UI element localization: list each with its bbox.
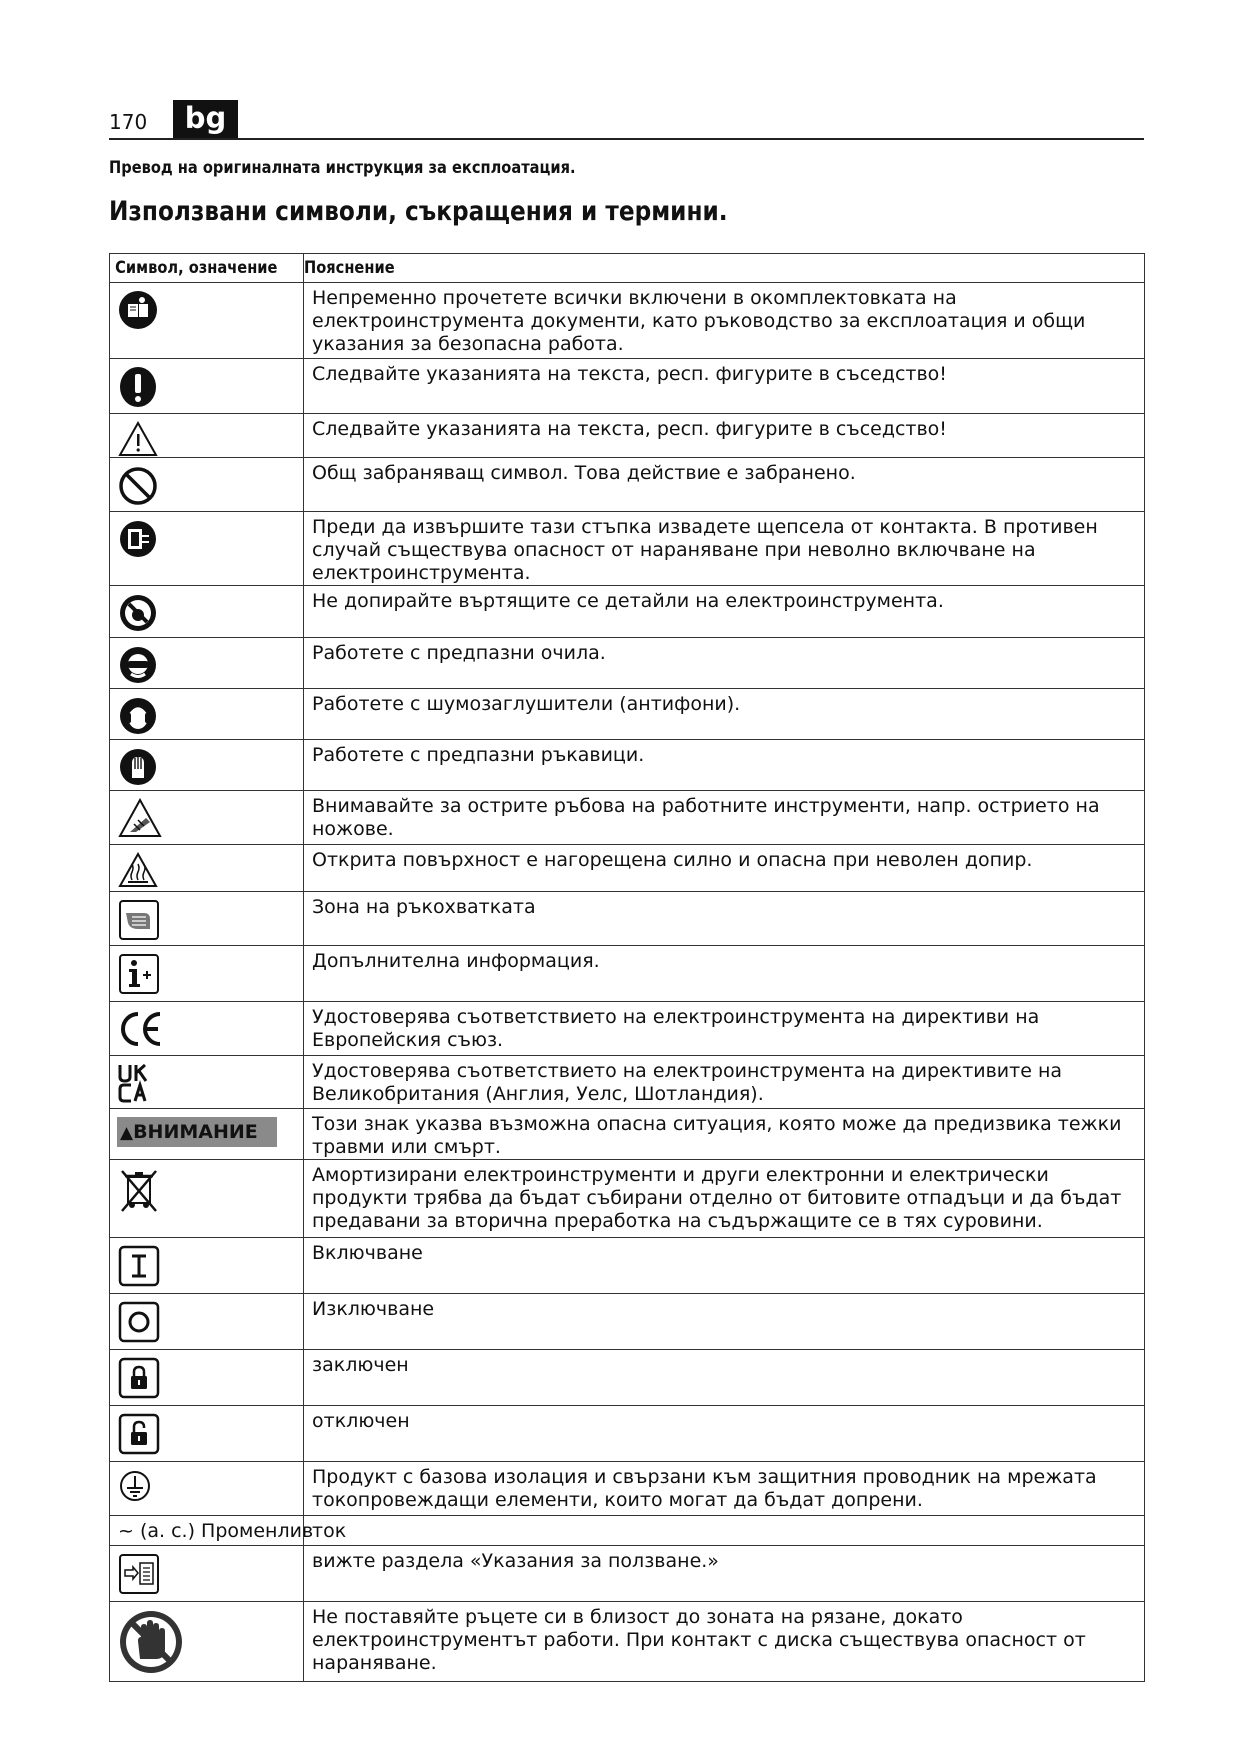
symbol-cell — [110, 1002, 304, 1056]
table-row — [110, 740, 1145, 791]
symbol-cell — [110, 1238, 304, 1294]
grip-zone-icon — [118, 899, 160, 941]
table-row — [110, 1462, 1145, 1516]
ear-protection-icon — [118, 696, 158, 736]
symbol-cell — [110, 283, 304, 359]
table-row — [110, 689, 1145, 740]
warning-label-badge — [117, 1117, 277, 1147]
locked-icon — [118, 1357, 160, 1399]
language-tab: bg — [173, 100, 238, 138]
explanation-cell: Работете с предпазни ръкавици. — [304, 740, 1145, 791]
table-row — [110, 1546, 1145, 1602]
explanation-cell: Общ забраняващ символ. Това действие е забранено. — [304, 458, 1145, 512]
explanation-cell: Следвайте указанията на текста, респ. фигурите в съседство! — [304, 359, 1145, 414]
table-row — [110, 586, 1145, 638]
symbol-cell — [110, 791, 304, 845]
ac-symbol-text: ~ (a. c.) Променлив — [118, 1520, 314, 1542]
symbol-cell — [110, 1056, 304, 1109]
symbol-cell — [110, 689, 304, 740]
column-header-explanation: Пояснение — [304, 254, 1145, 283]
explanation-cell: Включване — [304, 1238, 1145, 1294]
explanation-cell: Не поставяйте ръцете си в близост до зоната на рязане, докато електроинструментът работи. При контакт с диска съществува опасност от нараняване. — [304, 1602, 1145, 1682]
table-row — [110, 512, 1145, 586]
explanation-cell: Непременно прочетете всички включени в окомплектовката на електроинструмента документи, като ръководство за експлоатация и общи указания за безопасна работа. — [304, 283, 1145, 359]
symbol-cell — [110, 359, 304, 414]
table-row — [110, 1350, 1145, 1406]
protective-earth-icon — [118, 1469, 152, 1503]
weee-bin-icon — [118, 1167, 160, 1213]
explanation-cell: Допълнителна информация. — [304, 946, 1145, 1002]
explanation-cell: заключен — [304, 1350, 1145, 1406]
table-row — [110, 1294, 1145, 1350]
gloves-icon — [118, 747, 158, 787]
explanation-cell: Работете с предпазни очила. — [304, 638, 1145, 689]
explanation-cell: ток — [304, 1516, 1145, 1546]
table-row — [110, 892, 1145, 946]
no-touch-rotating-icon — [118, 593, 158, 633]
exclamation-circle-icon — [118, 366, 158, 408]
table-row — [110, 414, 1145, 458]
table-row — [110, 283, 1145, 359]
no-hands-icon — [118, 1609, 184, 1675]
explanation-cell: Не допирайте въртящите се детайли на електроинструмента. — [304, 586, 1145, 638]
table-row — [110, 1238, 1145, 1294]
symbol-cell — [110, 740, 304, 791]
page-title: Използвани символи, съкращения и термини. — [109, 196, 728, 227]
badge-text: ВНИМАНИЕ — [133, 1121, 258, 1143]
table-row — [110, 946, 1145, 1002]
symbol-cell — [110, 1602, 304, 1682]
explanation-cell: Удостоверява съответствието на електроинструмента на директиви на Европейския съюз. — [304, 1002, 1145, 1056]
explanation-cell: Следвайте указанията на текста, респ. фигурите в съседство! — [304, 414, 1145, 458]
table-row — [110, 1109, 1145, 1160]
prohibition-icon — [118, 465, 158, 507]
ce-mark-icon — [118, 1009, 164, 1049]
table-row — [110, 1056, 1145, 1109]
page-header — [109, 100, 1144, 140]
explanation-cell: Работете с шумозаглушители (антифони). — [304, 689, 1145, 740]
symbols-table — [109, 253, 1145, 1682]
symbol-cell — [110, 1546, 304, 1602]
explanation-cell: Удостоверява съответствието на електроинструмента на директивите на Великобритания (Англия, Уелс, Шотландия). — [304, 1056, 1145, 1109]
table-row — [110, 1602, 1145, 1682]
sharp-edges-icon — [118, 798, 162, 838]
explanation-cell: отключен — [304, 1406, 1145, 1462]
symbol-cell — [110, 1294, 304, 1350]
warning-triangle-icon — [118, 421, 158, 457]
symbol-cell — [110, 1109, 304, 1160]
symbol-cell — [110, 946, 304, 1002]
see-section-icon — [118, 1553, 160, 1595]
read-manual-icon — [118, 290, 158, 330]
explanation-cell: Внимавайте за острите ръбова на работните инструменти, напр. острието на ножове. — [304, 791, 1145, 845]
explanation-cell: Изключване — [304, 1294, 1145, 1350]
column-header-symbol: Символ, означение — [110, 254, 304, 283]
symbol-cell — [110, 414, 304, 458]
table-row — [110, 638, 1145, 689]
warning-triangle-icon: ▲ — [120, 1123, 134, 1143]
hot-surface-icon — [118, 852, 158, 888]
table-row — [110, 845, 1145, 892]
symbol-cell — [110, 1462, 304, 1516]
page-number: 170 — [109, 110, 148, 134]
table-row — [110, 1516, 1145, 1546]
document-subtitle: Превод на оригиналната инструкция за експлоатация. — [109, 158, 576, 178]
safety-goggles-icon — [118, 645, 158, 685]
table-row — [110, 1002, 1145, 1056]
symbol-cell — [110, 458, 304, 512]
table-row — [110, 1406, 1145, 1462]
table-row — [110, 791, 1145, 845]
symbol-cell — [110, 1516, 314, 1546]
table-header-row — [110, 254, 1145, 283]
explanation-cell: Зона на ръкохватката — [304, 892, 1145, 946]
symbol-cell — [110, 845, 304, 892]
switch-on-icon — [118, 1245, 160, 1287]
symbol-cell — [110, 892, 304, 946]
switch-off-icon — [118, 1301, 160, 1343]
explanation-cell: Амортизирани електроинструменти и други електронни и електрически продукти трябва да бъдат събирани отделно от битовите отпадъци и да бъдат предавани за вторична преработка на съдържащите се в тях суровини. — [304, 1160, 1145, 1238]
symbol-cell — [110, 586, 304, 638]
table-row — [110, 458, 1145, 512]
explanation-cell: вижте раздела «Указания за ползване.» — [304, 1546, 1145, 1602]
ukca-mark-icon — [118, 1063, 158, 1103]
unplug-icon — [118, 519, 158, 559]
explanation-cell: Продукт с базова изолация и свързани към защитния проводник на мрежата токопровеждащи елементи, които могат да бъдат допрени. — [304, 1462, 1145, 1516]
symbol-cell — [110, 1406, 304, 1462]
symbol-cell — [110, 1350, 304, 1406]
explanation-cell: Преди да извършите тази стъпка извадете щепсела от контакта. В противен случай съществува опасност от нараняване при неволно включване на електроинструмента. — [304, 512, 1145, 586]
symbol-cell — [110, 1160, 304, 1238]
unlocked-icon — [118, 1413, 160, 1455]
explanation-cell: Открита повърхност е нагорещена силно и опасна при неволен допир. — [304, 845, 1145, 892]
symbol-cell — [110, 512, 304, 586]
symbol-cell — [110, 638, 304, 689]
info-plus-icon — [118, 953, 160, 995]
table-row — [110, 359, 1145, 414]
table-row — [110, 1160, 1145, 1238]
explanation-cell: Този знак указва възможна опасна ситуация, която може да предизвика тежки травми или смърт. — [304, 1109, 1145, 1160]
